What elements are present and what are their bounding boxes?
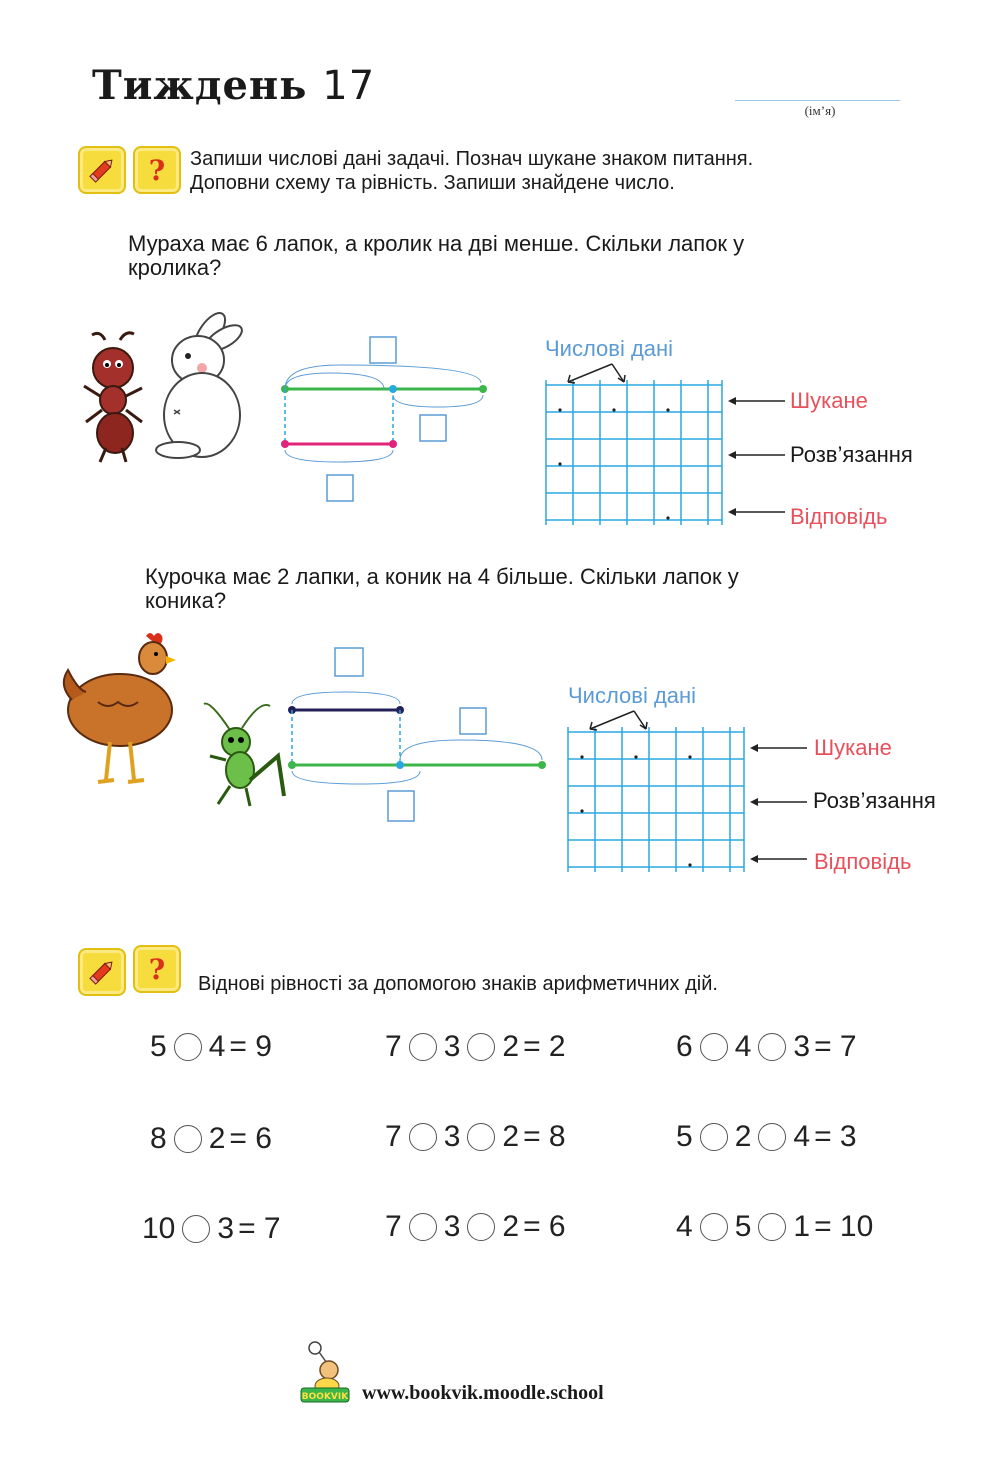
title-word: Тиждень xyxy=(92,62,308,109)
problem1-numeric-data-label: Числові дані xyxy=(545,336,674,361)
operator-blank[interactable] xyxy=(409,1033,437,1061)
operator-blank[interactable] xyxy=(758,1033,786,1061)
operator-blank[interactable] xyxy=(700,1213,728,1241)
problem1-text-line2: кролика? xyxy=(128,255,222,280)
problem2-text-line1: Курочка має 2 лапки, а коник на 4 більше. Скільки лапок у xyxy=(145,564,739,589)
equation-r3c2: 7 3 2 = 6 xyxy=(385,1210,566,1243)
operator-blank[interactable] xyxy=(758,1213,786,1241)
equation-r1c2: 7 3 2 = 2 xyxy=(385,1030,566,1063)
equation-r1c1: 5 4 = 9 xyxy=(150,1030,272,1063)
name-label: (ім’я) xyxy=(804,103,836,118)
problem2-text-line2: коника? xyxy=(145,588,227,613)
footer-website-link[interactable]: www.bookvik.moodle.school xyxy=(362,1382,604,1404)
operator-blank[interactable] xyxy=(700,1033,728,1061)
question-mark: ? xyxy=(148,952,166,986)
schema2-box-top[interactable] xyxy=(335,648,363,676)
operator-blank[interactable] xyxy=(467,1033,495,1061)
operator-blank[interactable] xyxy=(700,1123,728,1151)
operator-blank[interactable] xyxy=(409,1213,437,1241)
schema1-box-bottom[interactable] xyxy=(327,475,353,501)
problem2-sought-label: Шукане xyxy=(814,735,892,760)
schema1-box-top[interactable] xyxy=(370,337,396,363)
problem2-schema xyxy=(280,640,550,830)
rabbit-illustration xyxy=(150,310,255,460)
problem2-answer-grid[interactable] xyxy=(562,707,822,877)
problem2-numeric-data-label: Числові дані xyxy=(568,683,697,708)
question-badge-icon xyxy=(133,146,181,194)
schema2-box-bottom[interactable] xyxy=(388,791,414,821)
task1-instruction-line2: Доповни схему та рівність. Запиши знайдене число. xyxy=(190,172,675,194)
operator-blank[interactable] xyxy=(758,1123,786,1151)
equation-r1c3: 6 4 3 = 7 xyxy=(676,1030,857,1063)
name-field-line[interactable] xyxy=(735,100,900,101)
equation-r3c1: 10 3 = 7 xyxy=(142,1212,281,1245)
task2-instruction: Віднові рівності за допомогою знаків арифметичних дій. xyxy=(198,973,718,995)
problem1-text-line1: Мураха має 6 лапок, а кролик на дві менше. Скільки лапок у xyxy=(128,231,745,256)
bookvik-logo-icon xyxy=(295,1340,355,1406)
operator-blank[interactable] xyxy=(467,1123,495,1151)
pencil-badge-icon-2 xyxy=(78,948,126,996)
equation-r3c3: 4 5 1 = 10 xyxy=(676,1210,874,1243)
problem1-schema xyxy=(270,325,500,515)
logo-text: BOOKVIK xyxy=(301,1392,349,1402)
task1-instruction xyxy=(190,147,753,195)
ant-illustration xyxy=(80,330,155,465)
equation-r2c3: 5 2 4 = 3 xyxy=(676,1120,857,1153)
problem1-text xyxy=(128,232,744,280)
pencil-badge-icon xyxy=(78,146,126,194)
operator-blank[interactable] xyxy=(182,1215,210,1243)
equation-r2c2: 7 3 2 = 8 xyxy=(385,1120,566,1153)
schema1-box-right[interactable] xyxy=(420,415,446,441)
problem2-answer-label: Відповідь xyxy=(814,849,912,874)
question-badge-icon-2 xyxy=(133,945,181,993)
problem1-solution-label: Розв’язання xyxy=(790,442,913,467)
task1-instruction-line1: Запиши числові дані задачі. Познач шукане знаком питання. xyxy=(190,148,754,170)
problem1-answer-grid[interactable] xyxy=(540,360,800,530)
problem1-answer-label: Відповідь xyxy=(790,504,888,529)
pencil-icon xyxy=(87,155,117,185)
schema2-box-right[interactable] xyxy=(460,708,486,734)
equation-r2c1: 8 2 = 6 xyxy=(150,1122,272,1155)
page-title xyxy=(92,62,375,109)
week-number: 17 xyxy=(322,63,376,109)
problem1-sought-label: Шукане xyxy=(790,388,868,413)
problem2-text xyxy=(145,565,739,613)
pencil-icon xyxy=(87,957,117,987)
problem2-solution-label: Розв’язання xyxy=(813,788,936,813)
operator-blank[interactable] xyxy=(467,1213,495,1241)
operator-blank[interactable] xyxy=(174,1033,202,1061)
operator-blank[interactable] xyxy=(174,1125,202,1153)
question-mark: ? xyxy=(148,153,166,187)
hen-illustration xyxy=(58,630,178,795)
operator-blank[interactable] xyxy=(409,1123,437,1151)
